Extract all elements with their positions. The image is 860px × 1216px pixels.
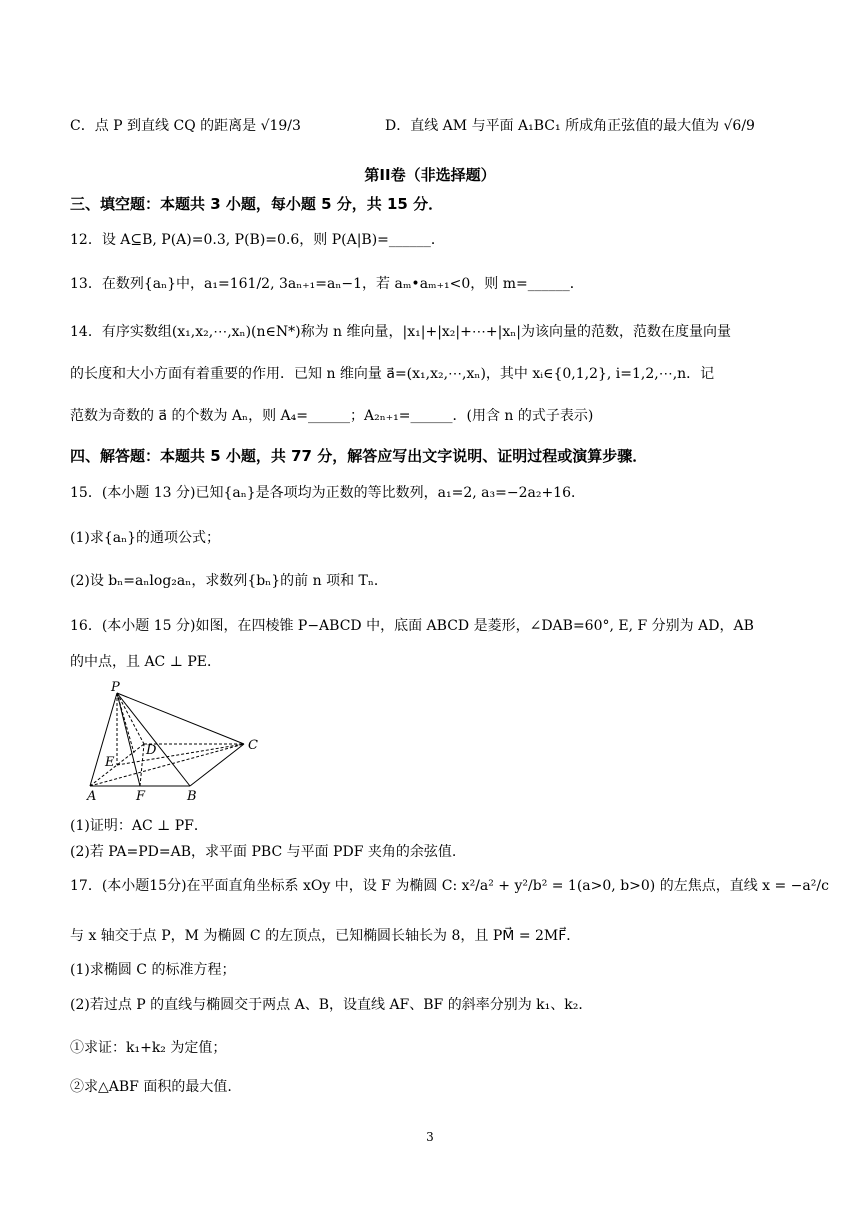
question-16-part-1: (1)证明：AC ⊥ PF． [70, 818, 208, 834]
question-17-part-1: (1)求椭圆 C 的标准方程； [70, 962, 236, 978]
label-p: P [111, 680, 120, 695]
label-d: D [146, 743, 157, 758]
question-17-part-2a: ①求证：k₁+k₂ 为定值； [70, 1040, 227, 1056]
question-14-line-3: 范数为奇数的 a⃗ 的个数为 Aₙ，则 A₄=______；A₂ₙ₊₁=______．(用含 n 的式子表示) [70, 408, 594, 424]
option-d: D．直线 AM 与平面 A₁BC₁ 所成角正弦值的最大值为 √6/9 [385, 118, 755, 134]
label-f: F [136, 789, 146, 804]
question-16-line-1: 16．(本小题 15 分)如图，在四棱锥 P−ABCD 中，底面 ABCD 是菱形，∠DAB=60°, E, F 分别为 AD，AB [70, 618, 754, 634]
question-16-part-2: (2)若 PA=PD=AB，求平面 PBC 与平面 PDF 夹角的余弦值. [70, 844, 457, 860]
question-15: 15．(本小题 13 分)已知{aₙ}是各项均为正数的等比数列，a₁=2, a₃=−2a₂+16． [70, 485, 585, 501]
question-14-line-1: 14．有序实数组(x₁,x₂,⋯,xₙ)(n∈N*)称为 n 维向量，|x₁|+|x₂|+⋯+|xₙ|为该向量的范数，范数在度量向量 [70, 324, 731, 340]
section-4-title: 四、解答题：本题共 5 小题，共 77 分，解答应写出文字说明、证明过程或演算步骤． [70, 447, 648, 465]
volume-title: 第II卷（非选择题） [364, 166, 496, 184]
label-a: A [87, 789, 97, 804]
question-15-part-2: (2)设 bₙ=aₙlog₂aₙ，求数列{bₙ}的前 n 项和 Tₙ． [70, 573, 388, 589]
question-17-part-2b: ②求△ABF 面积的最大值. [70, 1079, 232, 1095]
page-number: 3 [426, 1130, 434, 1144]
question-13: 13．在数列{aₙ}中，a₁=161/2, 3aₙ₊₁=aₙ−1，若 aₘ•aₘ₊₁<0，则 m=______． [70, 276, 584, 292]
question-12: 12．设 A⊆B, P(A)=0.3, P(B)=0.6，则 P(A|B)=______． [70, 232, 445, 248]
label-e: E [105, 755, 115, 770]
question-16-line-2: 的中点，且 AC ⊥ PE． [70, 654, 221, 670]
pyramid-figure [76, 680, 276, 804]
question-15-part-1: (1)求{aₙ}的通项公式； [70, 530, 221, 546]
question-17-line-1: 17．(本小题15分)在平面直角坐标系 xOy 中，设 F 为椭圆 C: x²/a² + y²/b² = 1(a>0, b>0) 的左焦点，直线 x = −a²/c [70, 878, 829, 894]
question-14-line-2: 的长度和大小方面有着重要的作用．已知 n 维向量 a⃗=(x₁,x₂,⋯,xₙ)，其中 xᵢ∈{0,1,2}, i=1,2,⋯,n．记 [70, 366, 715, 382]
label-c: C [248, 738, 258, 753]
option-c: C．点 P 到直线 CQ 的距离是 √19/3 [70, 118, 301, 134]
question-17-part-2: (2)若过点 P 的直线与椭圆交于两点 A、B，设直线 AF、BF 的斜率分别为 k₁、k₂． [70, 997, 593, 1013]
question-17-line-2: 与 x 轴交于点 P，M 为椭圆 C 的左顶点，已知椭圆长轴长为 8，且 PM⃗ = 2MF⃗． [70, 928, 581, 944]
section-3-title: 三、填空题：本题共 3 小题，每小题 5 分，共 15 分． [70, 195, 444, 213]
label-b: B [187, 789, 197, 804]
